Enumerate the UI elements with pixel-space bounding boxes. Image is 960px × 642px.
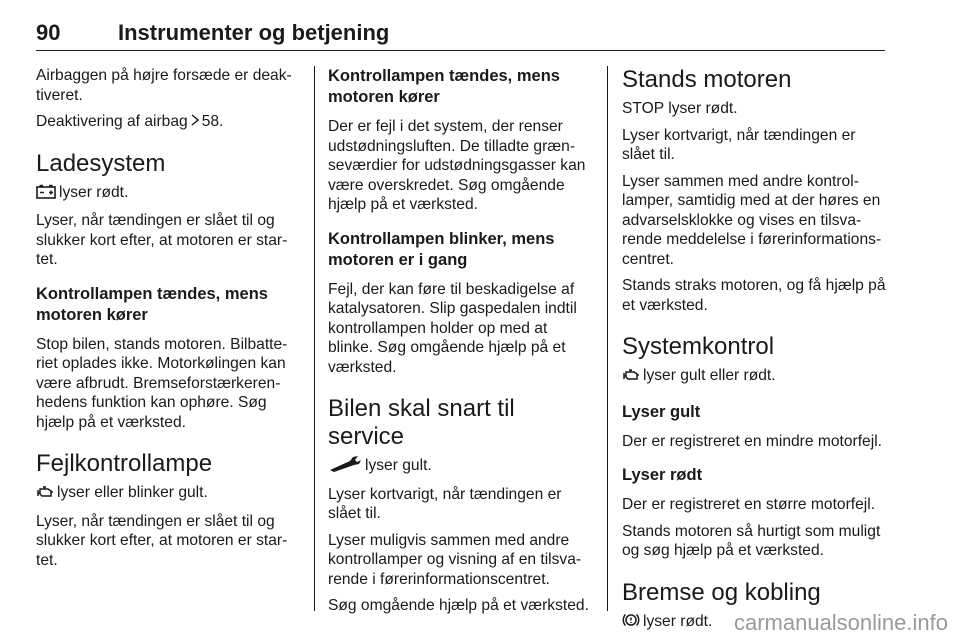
- paragraph: Airbaggen på højre forsæde er deak-tiveret.: [36, 67, 292, 104]
- paragraph: Der er registreret en mindre motorfejl.: [622, 432, 882, 450]
- engine-icon: [36, 485, 54, 505]
- page-header: [36, 20, 885, 51]
- paragraph: Stop bilen, stands motoren. Bilbatte-riet oplades ikke. Motorkølingen kan være afbrudt. Bremseforstærkeren-hedens funktion kan ophøre. Søg hjælp på et værksted.: [36, 335, 288, 431]
- section-heading: Ladesystem: [36, 149, 166, 177]
- column-2: [328, 66, 596, 623]
- section-heading: Bilen skal snart til service: [328, 395, 515, 450]
- brake-warning-icon: [622, 612, 640, 634]
- subsection-heading: Kontrollampen tændes, mens motoren kører: [328, 67, 560, 106]
- column-3: [622, 66, 888, 640]
- section-heading: Systemkontrol: [622, 333, 775, 360]
- subsection-heading: Kontrollampen tændes, mens motoren kører: [36, 284, 268, 324]
- chapter-title: Instrumenter og betjening: [118, 20, 390, 45]
- paragraph: Fejl, der kan føre til beskadigelse af katalysatoren. Slip gaspedalen indtil kontrollampen holder op med at blinke. Søg omgående hjælp på et værksted.: [328, 280, 577, 376]
- column-divider: [607, 66, 608, 611]
- paragraph: lyser rødt.: [622, 612, 888, 634]
- paragraph: Lyser kortvarigt, når tændingen er slået til.: [328, 485, 562, 522]
- engine-icon: [622, 368, 640, 388]
- column-divider: [314, 66, 315, 611]
- paragraph: Søg omgående hjælp på et værksted.: [328, 597, 589, 614]
- paragraph: Lyser kortvarigt, når tændingen er slået til.: [622, 126, 856, 163]
- paragraph: Stands motoren så hurtigt som muligt og søg hjælp på et værksted.: [622, 522, 881, 559]
- paragraph: Deaktivering af airbag 58.: [36, 113, 224, 130]
- paragraph: Stands straks motoren, og få hjælp på et værksted.: [622, 277, 886, 314]
- paragraph: lyser gult eller rødt.: [622, 366, 888, 388]
- subsection-heading: Lyser rødt: [622, 466, 703, 484]
- column-1: [36, 66, 304, 577]
- section-heading: Stands motoren: [622, 66, 792, 93]
- paragraph: Der er fejl i det system, der renser udstødningsluften. De tilladte græn-seværdier for udstødningsgasser kan være overskredet. Søg omgående hjælp på et værksted.: [328, 118, 586, 213]
- paragraph: STOP lyser rødt.: [622, 100, 738, 117]
- paragraph: Lyser, når tændingen er slået til og slukker kort efter, at motoren er star-tet.: [36, 212, 288, 268]
- section-heading: Fejlkontrollampe: [36, 450, 213, 477]
- page-reference-icon[interactable]: [191, 112, 199, 132]
- paragraph: lyser rødt.: [36, 183, 304, 205]
- paragraph: Lyser sammen med andre kontrol-lamper, samtidig med at der høres en advarselsklokke og vises en tilsva-rende meddelelse i førerinformations-centret.: [622, 172, 882, 268]
- paragraph: Lyser muligvis sammen med andre kontrollamper og visning af en tilsva-rende i førerinformationscentret.: [328, 531, 582, 588]
- paragraph: lyser eller blinker gult.: [36, 483, 304, 505]
- page-reference[interactable]: 58.: [201, 113, 224, 130]
- section-heading: Bremse og kobling: [622, 578, 821, 606]
- page-number: 90: [36, 20, 61, 45]
- subsection-heading: Kontrollampen blinker, mens motoren er i gang: [328, 229, 555, 269]
- battery-icon: [36, 184, 56, 205]
- wrench-icon: [328, 456, 362, 478]
- paragraph: lyser gult.: [328, 456, 596, 478]
- subsection-heading: Lyser gult: [622, 402, 701, 421]
- paragraph: Lyser, når tændingen er slået til og slukker kort efter, at motoren er star-tet.: [36, 512, 288, 569]
- watermark: carmanualsonline.info: [733, 610, 948, 635]
- paragraph: Der er registreret en større motorfejl.: [622, 496, 876, 513]
